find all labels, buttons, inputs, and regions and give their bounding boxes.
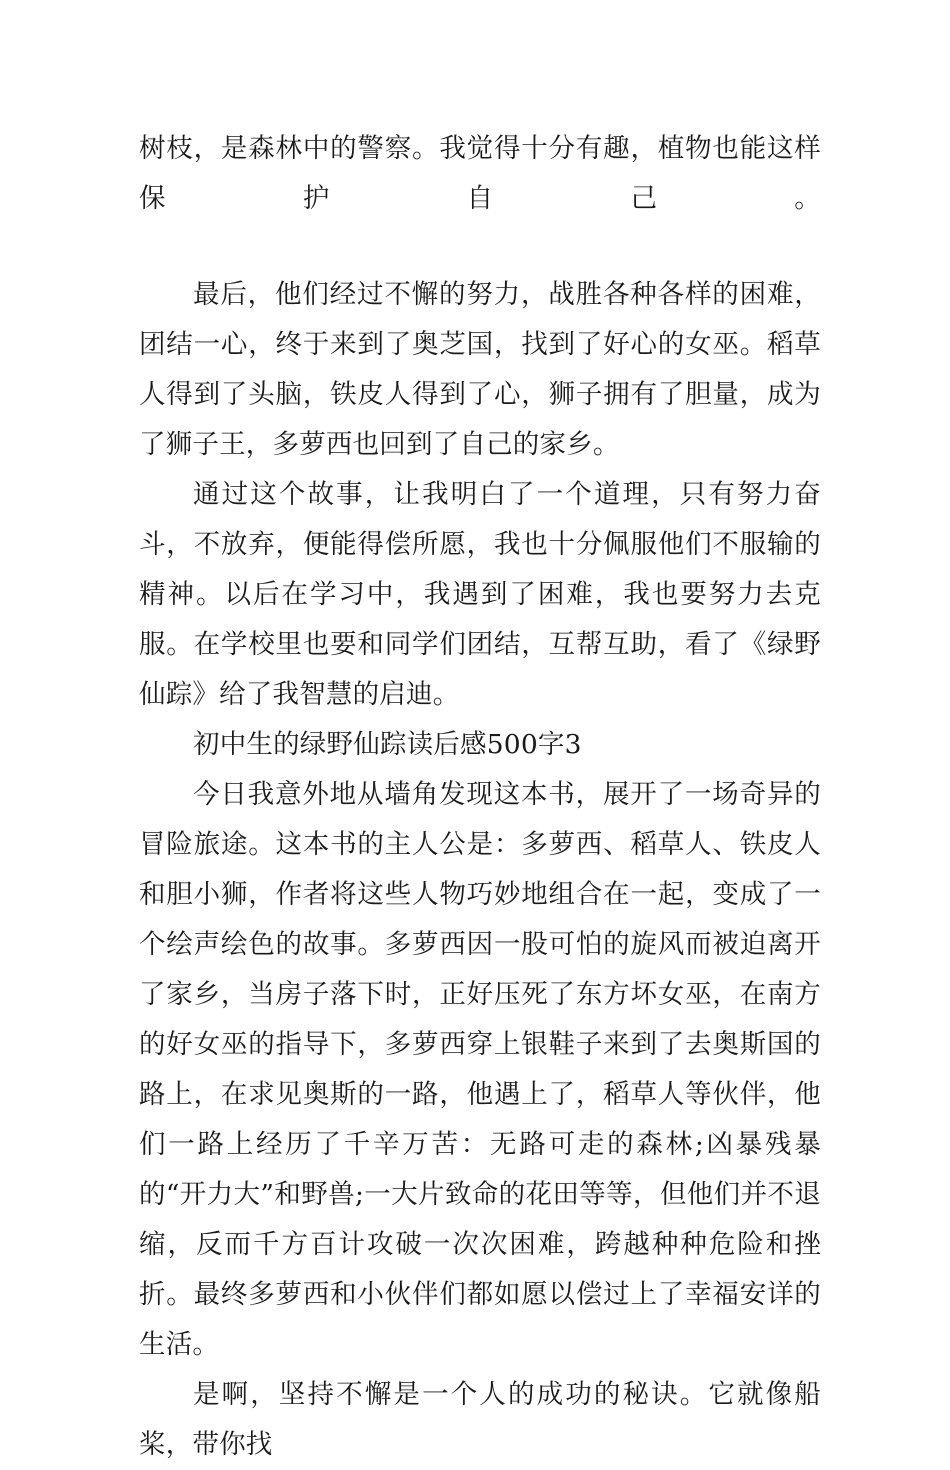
paragraph-continuation: 树枝，是森林中的警察。我觉得十分有趣，植物也能这样保护自己。 [139,133,821,214]
paragraph-gap [139,224,821,270]
paragraph-final-journey: 最后，他们经过不懈的努力，战胜各种各样的困难，团结一心，终于来到了奥芝国，找到了好心的女巫。稻草人得到了头脑，铁皮人得到了心，狮子拥有了胆量，成为了狮子王，多萝西也回到了自己的家乡。 [139,279,821,460]
paragraph-perseverance: 是啊，坚持不懈是一个人的成功的秘诀。它就像船桨，带你找 [139,1379,821,1460]
section-heading: 初中生的绿野仙踪读后感500字3 [193,729,582,760]
paragraph-discovery: 今日我意外地从墙角发现这本书，展开了一场奇异的冒险旅途。这本书的主人公是：多萝西、稻草人、铁皮人和胆小狮，作者将这些人物巧妙地组合在一起，变成了一个绘声绘色的故事。多萝西因一股可怕的旋风而被迫离开了家乡，当房子落下时，正好压死了东方坏女巫，在南方的好女巫的指导下，多萝西穿上银鞋子来到了去奥斯国的路上，在求见奥斯的一路，他遇上了，稻草人等伙伴，他们一路上经历了千辛万苦：无路可走的森林;凶暴残暴的“开力大”和野兽;一大片致命的花田等等，但他们并不退缩，反而千方百计攻破一次次困难，跨越种种危险和挫折。最终多萝西和小伙伴们都如愿以偿过上了幸福安详的生活。 [139,779,821,1360]
paragraph-moral: 通过这个故事，让我明白了一个道理，只有努力奋斗，不放弃，便能得偿所愿，我也十分佩服他们不服输的精神。以后在学习中，我遇到了困难，我也要努力去克服。在学校里也要和同学们团结，互帮互助，看了《绿野仙踪》给了我智慧的启迪。 [139,479,821,710]
text-column [139,124,821,1470]
